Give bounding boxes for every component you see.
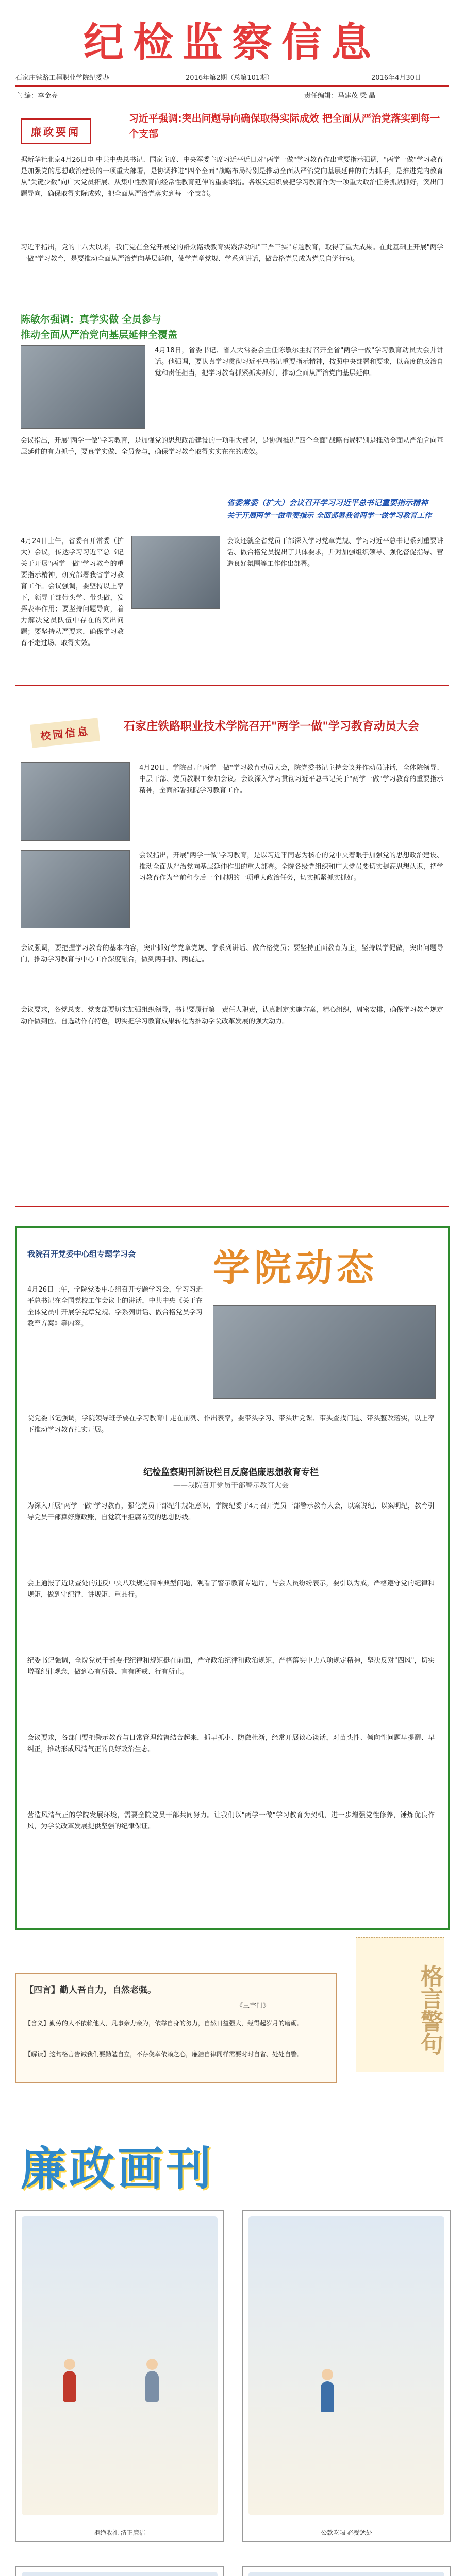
chief-editor: 主 编：李金亮 <box>15 92 58 100</box>
masthead-rule <box>15 85 449 87</box>
campus-paragraph-2: 会议指出，开展"两学一做"学习教育，是以习近平同志为核心的党中央着眼于加强党的思想政治建设、推动全面从严治党向基层延伸作出的重大部署。全院各级党组织和广大党员要切实提高思想认识，把学习教育作为当前和今后一个时期的一项重大政治任务，切实抓紧抓实抓好。 <box>139 852 443 882</box>
comic-panel-2 <box>242 2210 451 2542</box>
comic-scene <box>248 2572 444 2576</box>
comic-scene <box>22 2216 218 2515</box>
org-name: 石家庄铁路工程职业学院纪委办 <box>15 74 110 82</box>
academy-paragraph-7: 营造风清气正的学院发展环境，需要全院党员干部共同努力。让我们以"两学一做"学习教育为契机，进一步增强党性修养，锤炼优良作风，为学院改革发展提供坚强的纪律保证。 <box>27 1811 435 1831</box>
academy-news-title: 学院动态 <box>213 1246 378 1290</box>
section-tag-campus: 校园信息 <box>30 718 100 748</box>
comic-caption: 拒绝收礼 清正廉洁 <box>94 2529 145 2536</box>
academy-paragraph-1: 4月26日上午，学院党委中心组召开专题学习会，学习习近平总书记在全国党校工作会议上的讲话，中共中央《关于在全体党员中开展学党章党规、学系列讲话、做合格党员学习教育方案》等内容。 <box>27 1286 203 1328</box>
comic-figure-head <box>146 2359 158 2370</box>
responsible-editor: 责任编辑：马建茂 梁 晶 <box>304 92 376 100</box>
academy-paragraph-2: 院党委书记强调，学院领导班子要在学习教育中走在前列、作出表率，要带头学习、带头讲党课、带头查找问题、带头整改落实，以上率下推动学习教育扎实开展。 <box>27 1415 435 1434</box>
comic-scene <box>22 2572 218 2576</box>
news-paragraph-1: 据新华社北京4月26日电 中共中央总书记、国家主席、中央军委主席习近平近日对"两学一做"学习教育作出重要指示强调，"两学一做"学习教育是加强党的思想政治建设的一项重大部署，是协调推进"四个全面"战略布局特别是推动全面从严治党向基层延伸的有力抓手，是推进党内教育从"关键少数"向广大党员拓展、从集中性教育向经常性教育延伸的重要举措。各级党组织要把学习教育作为一项重大政治任务抓紧抓好，突出问题导向，确保取得实际成效，把全面从严治党落实到每一个支部。 <box>21 156 443 198</box>
campus-paragraph-1: 4月20日，学院召开"两学一做"学习教育动员大会，院党委书记主持会议并作动员讲话，全体院领导、中层干部、党员教职工参加会议。会议深入学习贯彻习近平总书记关于"两学一做"学习教育的重要指示精神，全面部署我院学习教育工作。 <box>139 764 443 794</box>
comics-title: 廉政画刊 <box>21 2142 215 2195</box>
news-headline-2: 陈敏尔强调：真学实做 全员参与 <box>21 314 161 325</box>
news-subhead-1: 省委常委（扩大）会议召开学习习近平总书记重要指示精神 <box>227 498 428 507</box>
academy-paragraph-3: 为深入开展"两学一做"学习教育，强化党员干部纪律规矩意识，学院纪委于4月召开党员干部警示教育大会，以案说纪、以案明纪，教育引导党员干部算好廉政账，自觉筑牢拒腐防变的思想防线。 <box>27 1502 435 1521</box>
comic-figure <box>63 2371 76 2402</box>
comic-figure <box>145 2371 159 2402</box>
maxim-side-text: 格言警句 <box>417 1964 443 2055</box>
campus-photo-1 <box>21 762 130 841</box>
maxim-title: 【四言】勤人吾自力，自然老强。 <box>25 1985 156 1995</box>
maxim-meaning: 【含义】勤劳的人不依赖他人，凡事亲力亲为，依靠自身的努力，自然日益强大，经得起岁月的磨砺。 <box>25 2020 304 2027</box>
news-headline: 习近平强调:突出问题导向确保取得实际成效 把全面从严治党落实到每一个支部 <box>129 113 440 140</box>
campus-paragraph-3: 会议强调，要把握学习教育的基本内容，突出抓好学党章党规、学系列讲话、做合格党员；要坚持正面教育为主，坚持以学促做，突出问题导向，推动学习教育与中心工作深度融合，做到两手抓、两促进。 <box>21 944 443 963</box>
issue-number: 2016年第2期（总第101期） <box>186 74 274 82</box>
section-tag-news: 廉政要闻 <box>21 118 91 144</box>
comic-panel-3 <box>15 2566 224 2576</box>
academy-news-box <box>15 1226 450 1930</box>
academy-paragraph-4: 会上通报了近期查处的违反中央八项规定精神典型问题，观看了警示教育专题片，与会人员纷纷表示，要引以为戒，严格遵守党的纪律和规矩，做到守纪律、讲规矩、重品行。 <box>27 1580 435 1599</box>
academy-headline-1: 我院召开党委中心组专题学习会 <box>27 1249 136 1259</box>
issue-date: 2016年4月30日 <box>371 74 421 82</box>
comic-caption: 公款吃喝 必受惩处 <box>321 2529 372 2536</box>
academy-paragraph-6: 会议要求，各部门要把警示教育与日常管理监督结合起来，抓早抓小、防微杜渐，经常开展谈心谈话，对苗头性、倾向性问题早提醒、早纠正，推动形成风清气正的良好政治生态。 <box>27 1734 435 1753</box>
comic-figure <box>321 2381 334 2412</box>
comic-scene <box>248 2216 444 2515</box>
campus-paragraph-4: 会议要求，各党总支、党支部要切实加强组织领导，书记要履行第一责任人职责，认真制定实施方案，精心组织，周密安排，确保学习教育规定动作做到位、自选动作有特色，切实把学习教育成果转化为推动学院改革发展的强大动力。 <box>21 1006 443 1025</box>
maxim-side-panel <box>356 1937 444 2072</box>
comic-panel-4 <box>242 2566 451 2576</box>
academy-subheadline-2: ——我院召开党员干部警示教育大会 <box>173 1482 289 1490</box>
masthead-title: 纪检监察信息 <box>83 19 380 66</box>
maxim-interpretation: 【解读】这句格言告诫我们要勤勉自立，不存侥幸依赖之心，廉洁自律同样需要时时自省、处处自警。 <box>25 2050 304 2058</box>
news-paragraph-3: 4月18日，省委书记、省人大常委会主任陈敏尔主持召开全省"两学一做"学习教育动员大会并讲话。他强调，要认真学习贯彻习近平总书记重要指示精神，按照中央部署和要求，以高度的政治自觉和责任担当，把学习教育抓紧抓实抓好，推动全面从严治党向基层延伸。 <box>155 347 443 377</box>
section-divider-1 <box>15 685 449 686</box>
masthead-meta <box>15 72 449 83</box>
news-subhead-2: 关于开展两学一做重要指示 全面部署我省两学一做学习教育工作 <box>227 512 432 520</box>
comic-figure-head <box>322 2369 333 2380</box>
news-paragraph-6: 会议还就全省党员干部深入学习党章党规、学习习近平总书记系列重要讲话、做合格党员提出了具体要求，并对加强组织领导、强化督促指导、营造良好氛围等工作作出部署。 <box>227 537 443 568</box>
campus-headline: 石家庄铁路职业技术学院召开"两学一做"学习教育动员大会 <box>124 720 419 733</box>
masthead <box>15 10 449 100</box>
maxim-source: ——《三字门》 <box>223 2002 270 2010</box>
masthead-sub <box>15 90 449 100</box>
campus-photo-2 <box>21 850 130 928</box>
section-divider-2 <box>15 1206 449 1207</box>
academy-photo <box>213 1305 436 1399</box>
comic-figure-head <box>64 2359 75 2370</box>
news-paragraph-2: 习近平指出，党的十八大以来，我们党在全党开展党的群众路线教育实践活动和"三严三实"专题教育，取得了重大成果。在此基础上开展"两学一做"学习教育，是要推动全面从严治党向基层延伸，使学党章党规、学系列讲话，做合格党员成为党员自觉行动。 <box>21 244 443 263</box>
academy-paragraph-5: 纪委书记强调，全院党员干部要把纪律和规矩挺在前面，严守政治纪律和政治规矩，严格落实中央八项规定精神，坚决反对"四风"，切实增强纪律观念，做到心有所畏、言有所戒、行有所止。 <box>27 1657 435 1676</box>
news-paragraph-5: 4月24日上午，省委召开常委（扩大）会议，传达学习习近平总书记关于开展"两学一做"学习教育的重要指示精神，研究部署我省学习教育工作。会议强调，要坚持以上率下，领导干部带头学、带头做，发挥表率作用；要坚持问题导向，着力解决党员队伍中存在的突出问题；要坚持从严要求，确保学习教育不走过场、取得实效。 <box>21 537 124 647</box>
news-headline-3: 推动全面从严治党向基层延伸全覆盖 <box>21 329 178 341</box>
news-paragraph-4: 会议指出，开展"两学一做"学习教育，是加强党的思想政治建设的一项重大部署，是协调推进"四个全面"战略布局特别是推动全面从严治党向基层延伸的有力抓手，要真学实做、全员参与，确保学习教育取得实实在在的成效。 <box>21 437 443 456</box>
news-photo <box>21 345 145 429</box>
maxim-box <box>15 1973 337 2083</box>
academy-headline-2: 纪检监察期刊新设栏目反腐倡廉思想教育专栏 <box>143 1467 319 1478</box>
meeting-photo <box>131 536 220 609</box>
comic-panel-1 <box>15 2210 224 2542</box>
